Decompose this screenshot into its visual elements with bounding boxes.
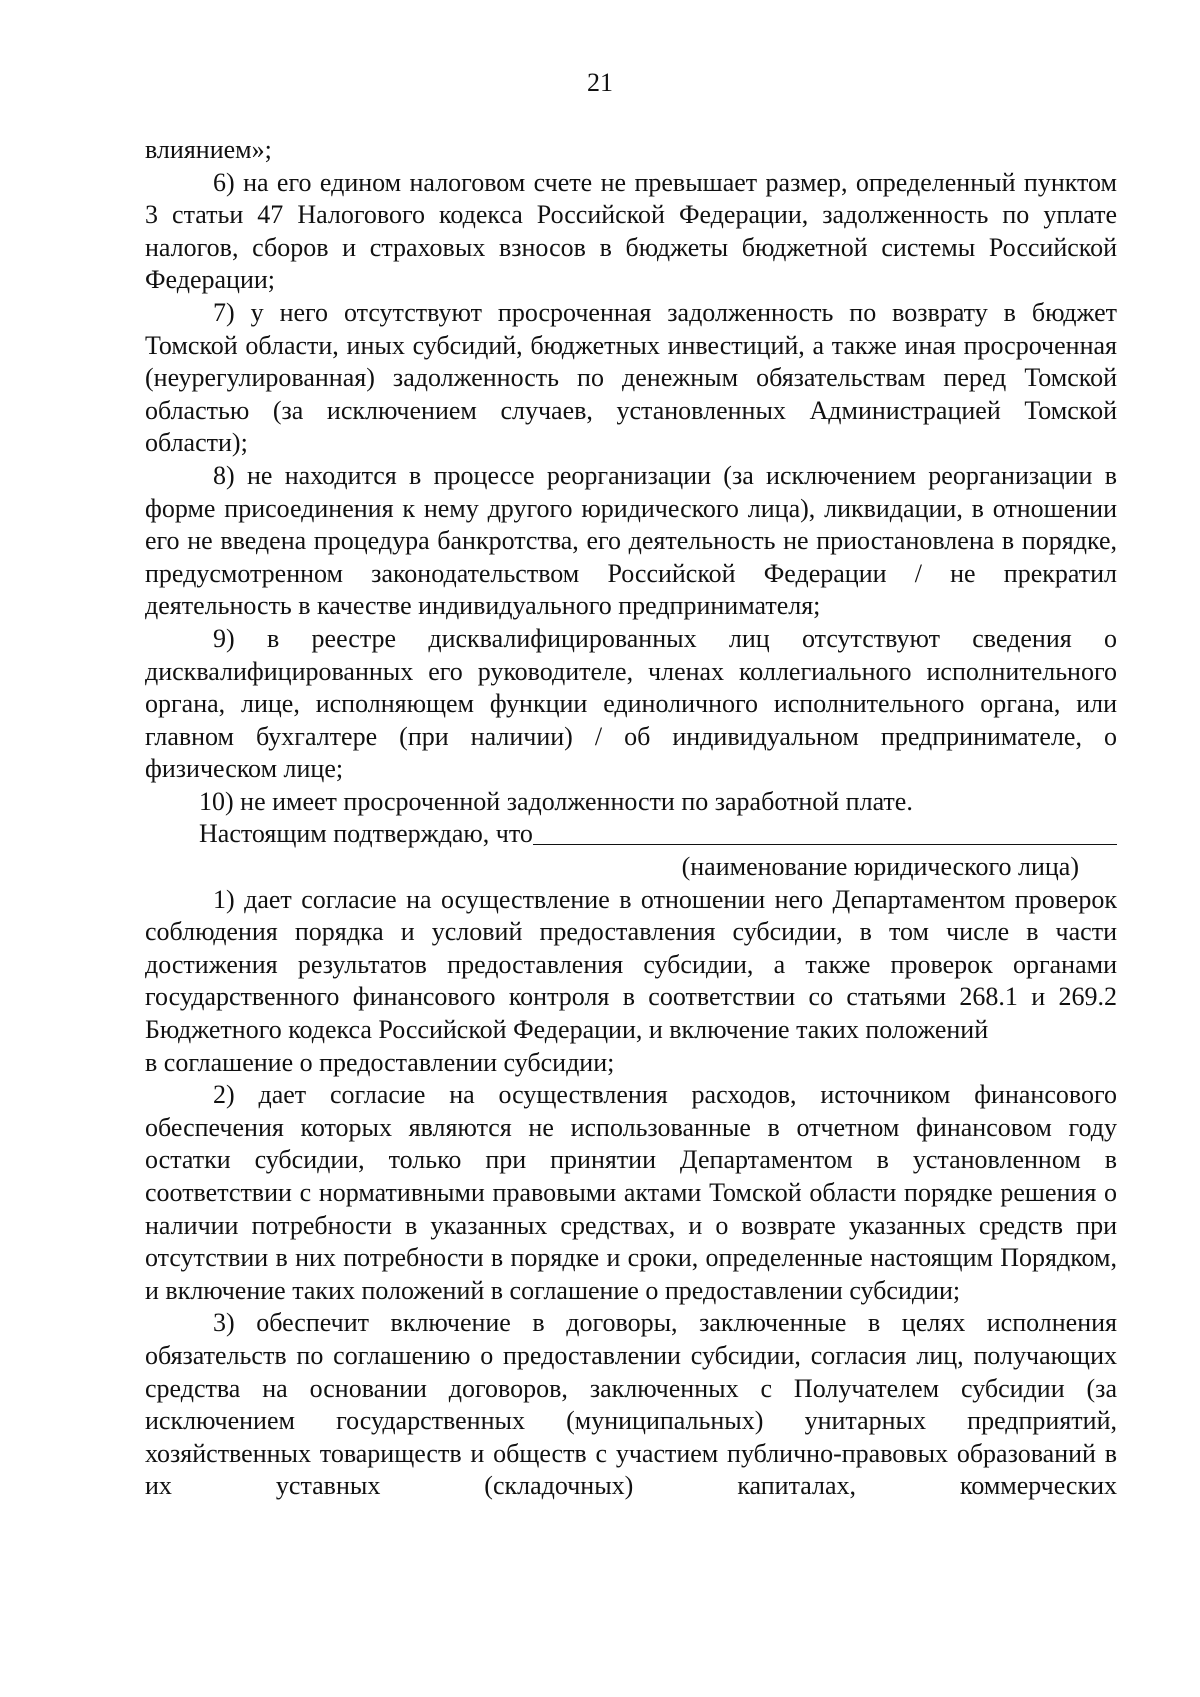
paragraph-item-8: 8) не находится в процессе реорганизации (за исключением реорганизации в форме присоединения к нему другого юридического лица), ликвидации, в отношении его не введена процедура банкротства, его деятельность не приостановлена в порядке, предусмотренном законодательством Российской Федерации / не прекратил деятельность в качестве индивидуального предпринимателя;: [145, 460, 1117, 621]
consent-item-1-continuation: в соглашение о предоставлении субсидии;: [145, 1047, 615, 1077]
paragraph-item-7: 7) у него отсутствуют просроченная задолженность по возврату в бюджет Томской области, иных субсидий, бюджетных инвестиций, а также иная просроченная (неурегулированная) задолженность по денежным обязательствам перед Томской областью (за исключением случаев, установленных Администрацией Томской области);: [145, 297, 1117, 458]
document-body: [145, 134, 1117, 1503]
consent-item-3: 3) обеспечит включение в договоры, заключенные в целях исполнения обязательств по соглашению о предоставлении субсидии, согласия лиц, получающих средства на основании договоров, заключенных с Получателем субсидии (за исключением государственных (муниципальных) унитарных предприятий, хозяйственных товариществ и обществ с участием публично-правовых образований в их уставных (складочных) капиталах, коммерческих: [145, 1308, 1117, 1501]
paragraph-continuation: влиянием»;: [145, 135, 272, 164]
organization-name-blank[interactable]: [533, 820, 1117, 845]
confirmation-line: [145, 818, 1117, 851]
consent-item-1: 1) дает согласие на осуществление в отношении него Департаментом проверок соблюдения порядка и условий предоставления субсидии, в том числе в части достижения результатов предоставления субсидии, а также проверок органами государственного финансового контроля в соответствии со статьями 268.1 и 269.2 Бюджетного кодекса Российской Федерации, и включение таких положений: [145, 884, 1117, 1045]
page-number: 21: [587, 68, 613, 97]
confirmation-text: Настоящим подтверждаю, что: [199, 819, 533, 849]
paragraph-item-6: 6) на его едином налоговом счете не превышает размер, определенный пунктом 3 статьи 47 Налогового кодекса Российской Федерации, задолженность по уплате налогов, сборов и страховых взносов в бюджеты бюджетной системы Российской Федерации;: [145, 167, 1117, 295]
paragraph-item-9: 9) в реестре дисквалифицированных лиц отсутствуют сведения о дисквалифицированных его руководителе, членах коллегиального исполнительного органа, лице, исполняющем функции единоличного исполнительного органа, или главном бухгалтере (при наличии) / об индивидуальном предпринимателе, о физическом лице;: [145, 623, 1117, 784]
paragraph-item-10: 10) не имеет просроченной задолженности по заработной плате.: [199, 786, 913, 816]
consent-item-2: 2) дает согласие на осуществления расходов, источником финансового обеспечения которых являются не использованные в отчетном финансовом году остатки субсидии, только при принятии Департаментом в установленном в соответствии с нормативными правовыми актами Томской области порядке решения о наличии потребности в указанных средствах, и о возврате указанных средств при отсутствии в них потребности в порядке и сроки, определенные настоящим Порядком, и включение таких положений в соглашение о предоставлении субсидии;: [145, 1080, 1117, 1305]
blank-caption: (наименование юридического лица): [681, 852, 1079, 882]
